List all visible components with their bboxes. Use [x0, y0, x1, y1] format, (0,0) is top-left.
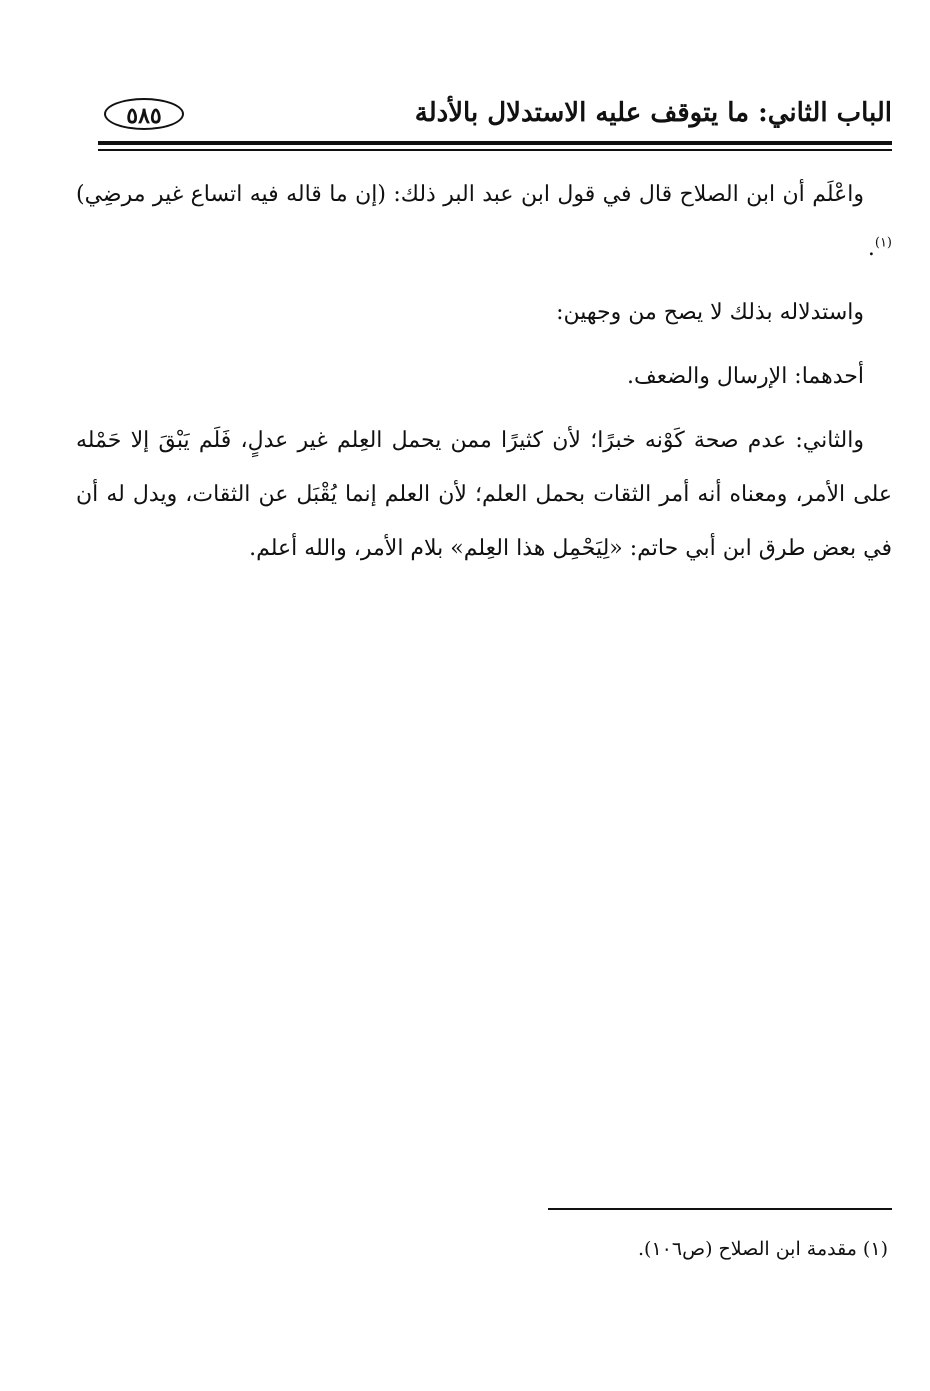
footnote: (١) مقدمة ابن الصلاح (ص١٠٦).	[638, 1238, 888, 1260]
paragraph-1-end: .	[867, 236, 875, 261]
paragraph-3: أحدهما: الإرسال والضعف.	[627, 364, 864, 389]
header-rule-thin	[98, 149, 892, 151]
paragraph-2: واستدلاله بذلك لا يصح من وجهين:	[556, 300, 864, 325]
page-number: ٥٨٥	[104, 98, 184, 130]
running-title: الباب الثاني: ما يتوقف عليه الاستدلال بالأدلة	[414, 98, 892, 128]
paragraph-4: والثاني: عدم صحة كَوْنه خبرًا؛ لأن كثيرًا ممن يحمل العِلم غير عدلٍ، فَلَم يَبْقَ إلا حَمْله على الأمر، ومعناه أنه أمر الثقات بحمل العلم؛ لأن العلم إنما يُقْبَل عن الثقات، ويدل له أن في بعض طرق ابن أبي حاتم: «لِيَحْمِل هذا العِلم» بلام الأمر، والله أعلم.	[76, 428, 892, 561]
footnote-ref: (١)	[874, 235, 892, 251]
header-rule-thick	[98, 141, 892, 145]
main-text	[76, 168, 892, 576]
paragraph-1	[76, 168, 892, 276]
paragraph-1-text: واعْلَم أن ابن الصلاح قال في قول ابن عبد البر ذلك: (إن ما قاله فيه اتساع غير مرضِي)	[76, 182, 864, 207]
page-header	[98, 86, 892, 142]
footnote-separator	[548, 1208, 892, 1210]
